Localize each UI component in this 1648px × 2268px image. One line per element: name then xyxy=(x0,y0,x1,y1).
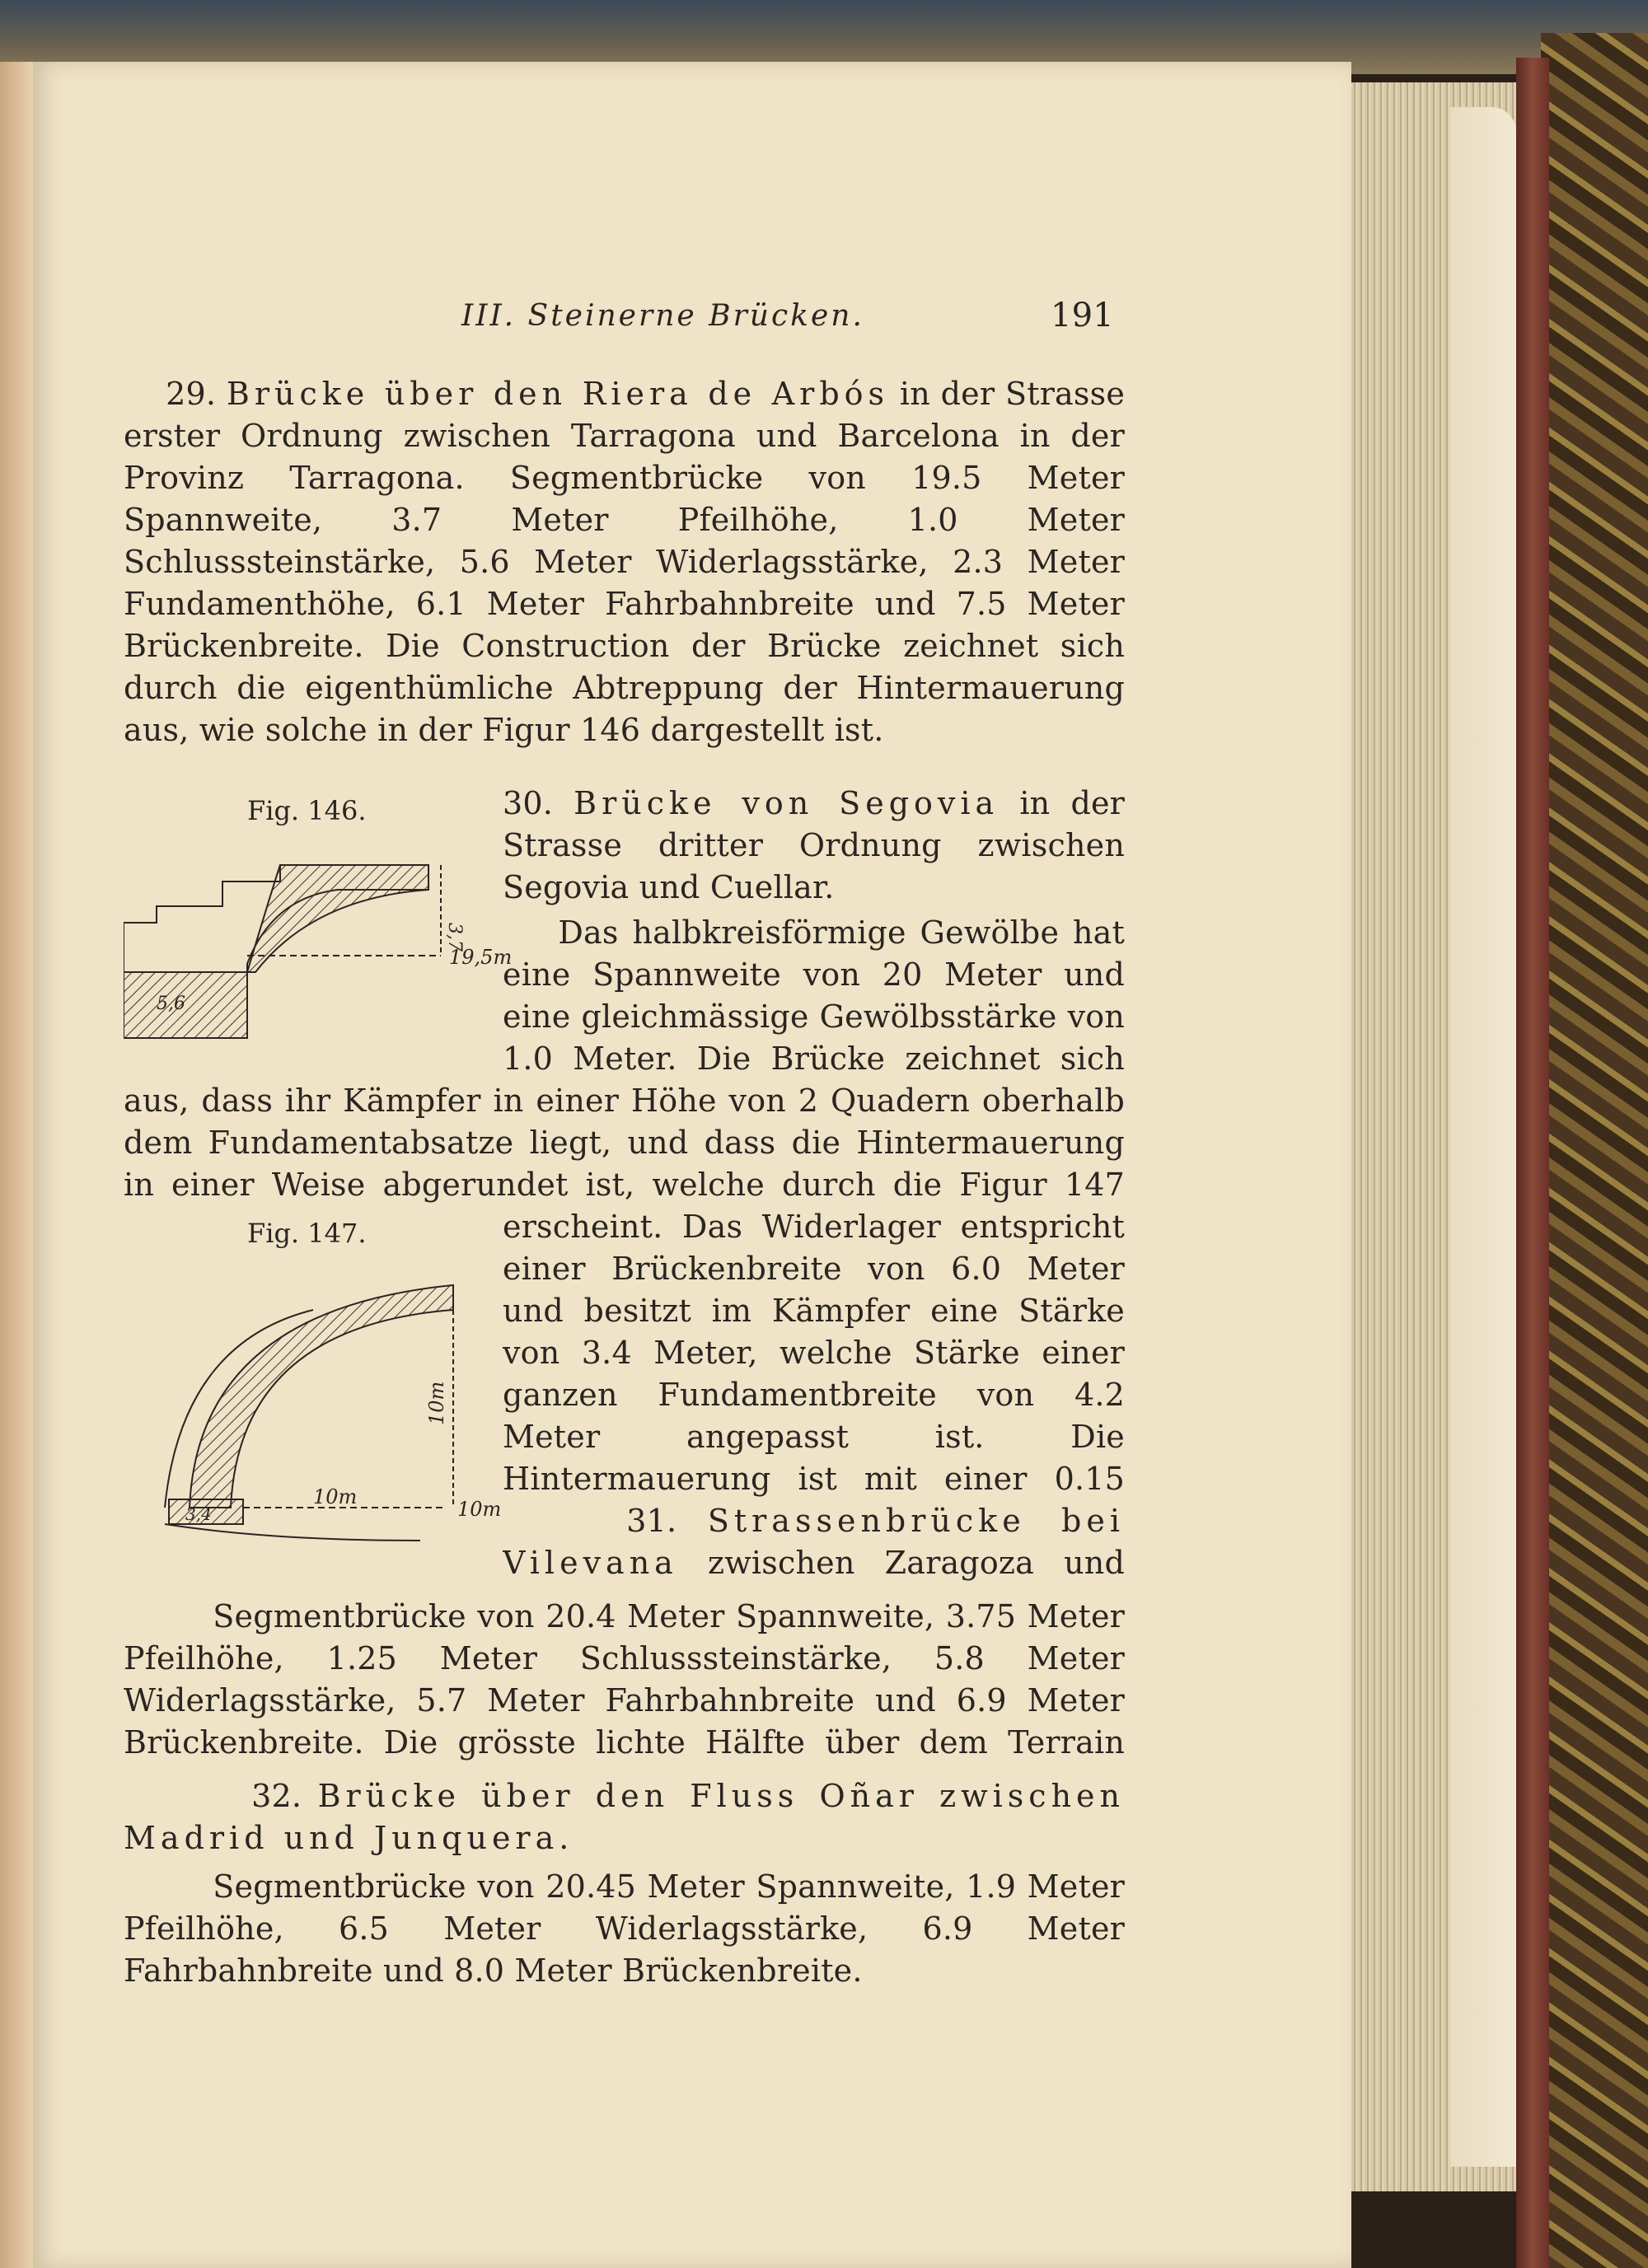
section-title: Brücke über den Fluss Oñar zwischen Madrid und Junquera. xyxy=(124,1778,1125,1856)
paragraph-text: Segmentbrücke von 20.4 Meter Spannweite, 3.75 Meter Pfeilhöhe, 1.25 Meter Schlusssteinstärke, 5.8 Meter Widerlagsstärke, 5.7 Meter Fahrbahnbreite und 6.9 Meter Brückenbreite. Die grösste lichte Hälfte über dem Terrain xyxy=(124,1598,1125,1761)
figure-caption: Fig. 146. xyxy=(247,795,367,826)
fig146-height-label: 3,7 xyxy=(444,923,465,952)
fig147-half-span-label: 10m xyxy=(313,1485,358,1508)
fig146-abutment-label: 5,6 xyxy=(157,994,185,1014)
section-30-paragraph xyxy=(503,912,1125,1080)
section-31-paragraph xyxy=(124,1596,1125,1764)
marbled-endpaper xyxy=(1541,33,1648,2268)
section-title: Brücke von Segovia xyxy=(574,785,1000,821)
section-title: Brücke über den Riera de Arbós xyxy=(226,376,890,412)
section-number: 32. xyxy=(251,1778,302,1814)
section-32-paragraph xyxy=(124,1866,1125,1992)
facing-page-edge xyxy=(0,62,33,2268)
running-head: III. Steinerne Brücken. xyxy=(461,299,864,333)
section-title: Strassenbrücke bei Vilevana xyxy=(503,1503,1125,1581)
page-number: 191 xyxy=(1051,297,1114,334)
section-number: 31. xyxy=(626,1503,677,1539)
section-number: 30. xyxy=(503,785,554,821)
section-32-intro xyxy=(124,1775,1125,1859)
section-intro: zwischen Zaragoza und xyxy=(707,1545,1125,1581)
figure-146-diagram xyxy=(124,840,519,1055)
page-curl xyxy=(1450,107,1516,2167)
fig147-height-label: 10m xyxy=(425,1381,448,1425)
fig147-abutment-label: 3,4 xyxy=(185,1504,212,1524)
figure-caption: Fig. 147. xyxy=(247,1218,367,1249)
book-board-edge xyxy=(1516,58,1549,2268)
section-number: 29. xyxy=(166,376,217,412)
paragraph-text: Das halbkreisförmige Gewölbe hat eine Spannweite von 20 Meter und eine gleichmässige Gewölbsstärke von 1.0 Meter. Die Brücke zeichnet sich xyxy=(503,914,1125,1077)
section-30-paragraph-full-width xyxy=(124,1080,1125,1206)
book-page xyxy=(33,62,1351,2268)
fig147-span-right-label: 10m xyxy=(457,1498,502,1521)
paragraph-text: Segmentbrücke von 20.45 Meter Spannweite, 1.9 Meter Pfeilhöhe, 6.5 Meter Widerlagsstärke, 6.9 Meter Fahrbahnbreite und 8.0 Meter Brückenbreite. xyxy=(124,1868,1125,1989)
section-29 xyxy=(124,373,1125,760)
section-31-intro xyxy=(503,1500,1125,1584)
paragraph-text: aus, dass ihr Kämpfer in einer Höhe von 2 Quadern oberhalb dem Fundamentabsatze liegt, und dass die Hintermauerung in einer Weise abgerundet ist, welche durch die Figur 147 xyxy=(124,1083,1125,1203)
paragraph-text: erscheint. Das Widerlager entspricht einer Brückenbreite von 6.0 Meter und besitzt im Kämpfer eine Stärke von 3.4 Meter, welche Stärke einer ganzen Fundamentbreite von 4.2 Meter angepasst ist. Die Hintermauerung ist mit einer 0.15 xyxy=(503,1209,1125,1497)
section-intro: in der Strasse erster Ordnung zwischen Tarragona und Barcelona in der Provinz Tarragona. Segmentbrücke von 19.5 Meter Spannweite, 3.7 Meter Pfeilhöhe, 1.0 Meter Schlusssteinstärke, 5.6 Meter Widerlagsstärke, 2.3 Meter Fundamenthöhe, 6.1 Meter Fahrbahnbreite und 7.5 Meter Brückenbreite. Die Construction der Brücke zeichnet sich durch die eigenthümliche Abtreppung der Hintermauerung aus, wie solche in der Figur 146 dargestellt ist. xyxy=(124,376,1125,748)
fig146-span-label: 19,5m xyxy=(449,946,513,969)
section-30-intro xyxy=(503,783,1125,909)
section-intro: in der Strasse dritter Ordnung zwischen Segovia und Cuellar. xyxy=(503,785,1126,905)
section-30-paragraph-end xyxy=(503,1206,1125,1500)
figure-147-diagram xyxy=(148,1260,519,1557)
